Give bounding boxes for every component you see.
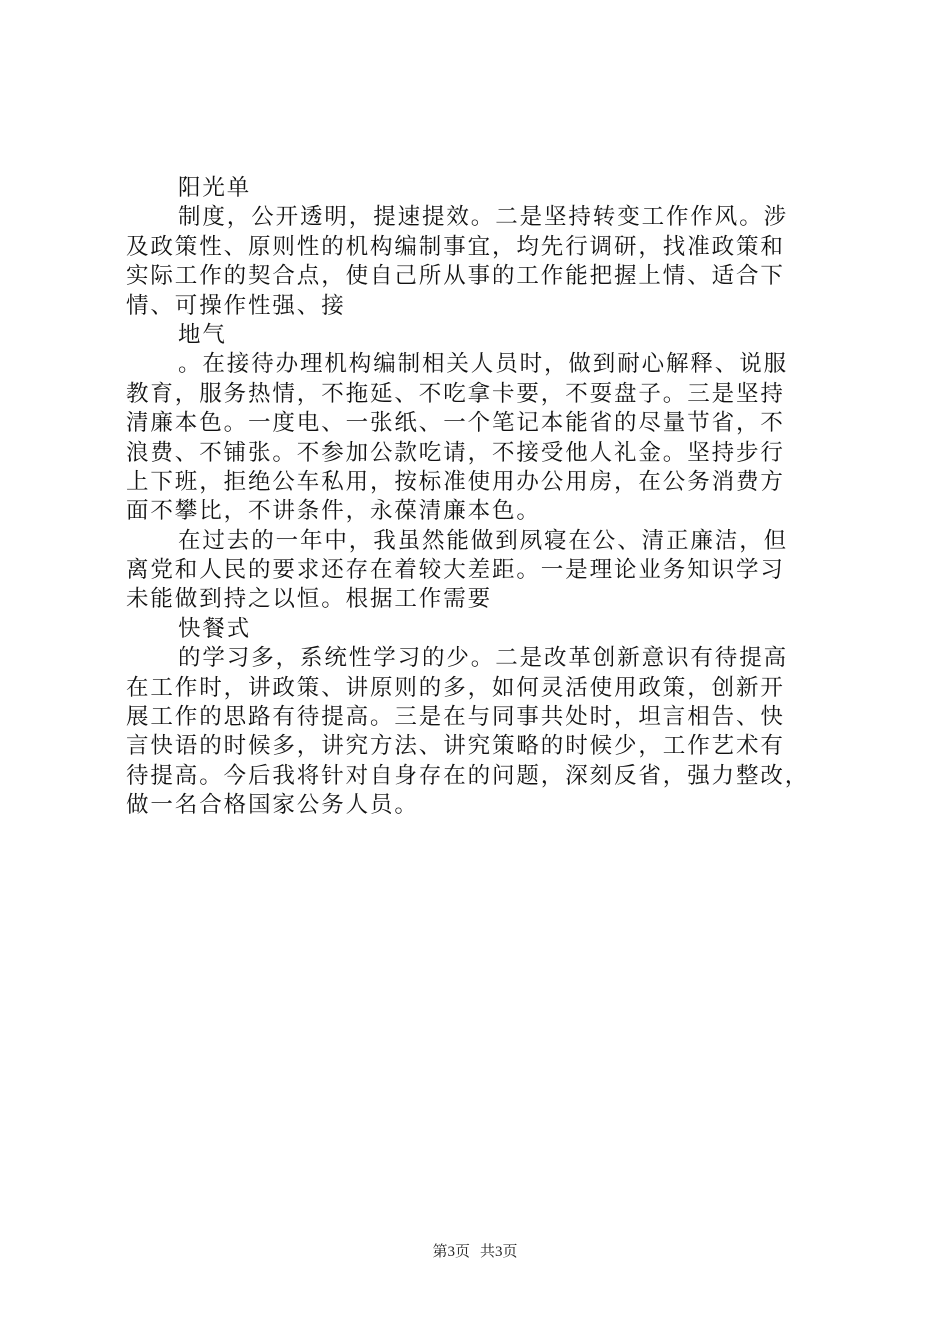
text-line: 。在接待办理机构编制相关人员时，做到耐心解释、说服: [178, 351, 789, 378]
text-line: 清廉本色。一度电、一张纸、一个笔记本能省的尽量节省，不: [126, 410, 785, 437]
text-line: 在工作时，讲政策、讲原则的多，如何灵活使用政策，创新开: [126, 674, 785, 701]
text-line: 言快语的时候多，讲究方法、讲究策略的时候少，工作艺术有: [126, 733, 785, 760]
text-line: 浪费、不铺张。不参加公款吃请，不接受他人礼金。坚持步行: [126, 439, 785, 466]
page-footer: [0, 1242, 950, 1262]
text-line: 情、可操作性强、接: [126, 292, 346, 319]
text-line: 在过去的一年中，我虽然能做到夙寝在公、清正廉洁，但: [178, 527, 789, 554]
text-line: 离党和人民的要求还存在着较大差距。一是理论业务知识学习: [126, 557, 785, 584]
text-line: 实际工作的契合点，使自己所从事的工作能把握上情、适合下: [126, 263, 785, 290]
text-line: 阳光单: [178, 175, 252, 201]
text-line: 地气: [178, 321, 227, 348]
text-line: 的学习多，系统性学习的少。二是改革创新意识有待提高: [178, 645, 789, 672]
text-line: 教育，服务热情，不拖延、不吃拿卡要，不耍盘子。三是坚持: [126, 380, 785, 407]
page-number: 第3页: [432, 1244, 470, 1260]
text-line: 制度，公开透明，提速提效。二是坚持转变工作作风。涉: [178, 204, 789, 231]
text-line: 及政策性、原则性的机构编制事宜，均先行调研，找准政策和: [126, 233, 785, 260]
document-body: [126, 174, 846, 821]
page-total: 共3页: [480, 1244, 518, 1260]
text-line: 做一名合格国家公务人员。: [126, 792, 419, 819]
text-line: 未能做到持之以恒。根据工作需要: [126, 586, 493, 613]
text-line: 快餐式: [178, 615, 252, 642]
text-line: 待提高。今后我将针对自身存在的问题，深刻反省，强力整改，: [126, 762, 810, 789]
text-line: 展工作的思路有待提高。三是在与同事共处时，坦言相告、快: [126, 704, 785, 731]
text-line: 上下班，拒绝公车私用，按标准使用办公用房，在公务消费方: [126, 468, 785, 495]
text-line: 面不攀比，不讲条件，永葆清廉本色。: [126, 498, 541, 525]
